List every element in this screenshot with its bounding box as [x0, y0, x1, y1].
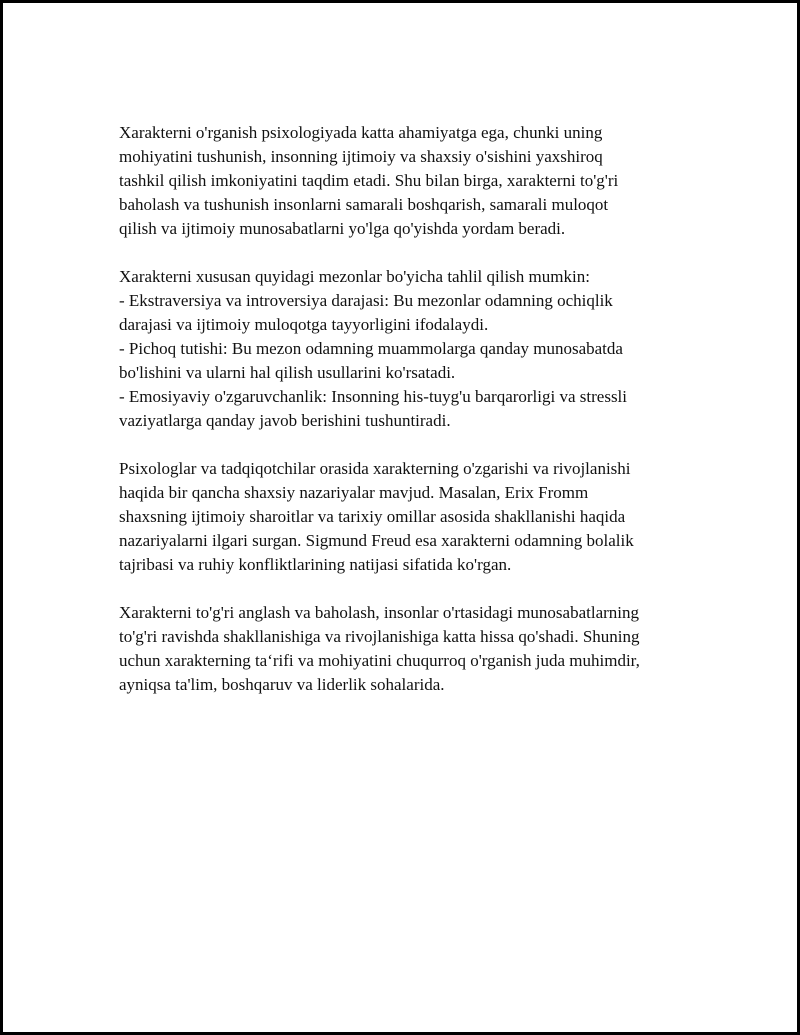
- text-line: uchun xarakterning ta‘rifi va mohiyatini chuqurroq o'rganish juda muhimdir,: [119, 651, 640, 670]
- text-line: - Pichoq tutishi: Bu mezon odamning muammolarga qanday munosabatda: [119, 339, 623, 358]
- text-line: darajasi va ijtimoiy muloqotga tayyorligini ifodalaydi.: [119, 315, 489, 334]
- text-line: haqida bir qancha shaxsiy nazariyalar mavjud. Masalan, Erix Fromm: [119, 483, 589, 502]
- paragraph-criteria: [119, 265, 709, 433]
- text-line: Xarakterni o'rganish psixologiyada katta ahamiyatga ega, chunki uning: [119, 123, 603, 142]
- text-line: shaxsning ijtimoiy sharoitlar va tarixiy omillar asosida shakllanishi haqida: [119, 507, 626, 526]
- paragraph-theories: [119, 457, 709, 577]
- text-line: Xarakterni xususan quyidagi mezonlar bo'yicha tahlil qilish mumkin:: [119, 267, 590, 286]
- text-line: to'g'ri ravishda shakllanishiga va rivojlanishiga katta hissa qo'shadi. Shuning: [119, 627, 640, 646]
- paragraph-introduction: [119, 121, 709, 241]
- text-line: - Ekstraversiya va introversiya darajasi: Bu mezonlar odamning ochiqlik: [119, 291, 613, 310]
- text-line: Psixologlar va tadqiqotchilar orasida xarakterning o'zgarishi va rivojlanishi: [119, 459, 631, 478]
- text-line: - Emosiyaviy o'zgaruvchanlik: Insonning his-tuyg'u barqarorligi va stressli: [119, 387, 627, 406]
- text-line: Xarakterni to'g'ri anglash va baholash, insonlar o'rtasidagi munosabatlarning: [119, 603, 639, 622]
- text-line: mohiyatini tushunish, insonning ijtimoiy va shaxsiy o'sishini yaxshiroq: [119, 147, 603, 166]
- paragraph-conclusion: [119, 601, 709, 697]
- text-line: tashkil qilish imkoniyatini taqdim etadi. Shu bilan birga, xarakterni to'g'ri: [119, 171, 619, 190]
- text-line: tajribasi va ruhiy konfliktlarining natijasi sifatida ko'rgan.: [119, 555, 512, 574]
- text-line: nazariyalarni ilgari surgan. Sigmund Freud esa xarakterni odamning bolalik: [119, 531, 634, 550]
- text-line: baholash va tushunish insonlarni samarali boshqarish, samarali muloqot: [119, 195, 609, 214]
- document-body: [119, 121, 709, 721]
- text-line: bo'lishini va ularni hal qilish usullarini ko'rsatadi.: [119, 363, 456, 382]
- text-line: vaziyatlarga qanday javob berishini tushuntiradi.: [119, 411, 451, 430]
- text-line: ayniqsa ta'lim, boshqaruv va liderlik sohalarida.: [119, 675, 445, 694]
- text-line: qilish va ijtimoiy munosabatlarni yo'lga qo'yishda yordam beradi.: [119, 219, 566, 238]
